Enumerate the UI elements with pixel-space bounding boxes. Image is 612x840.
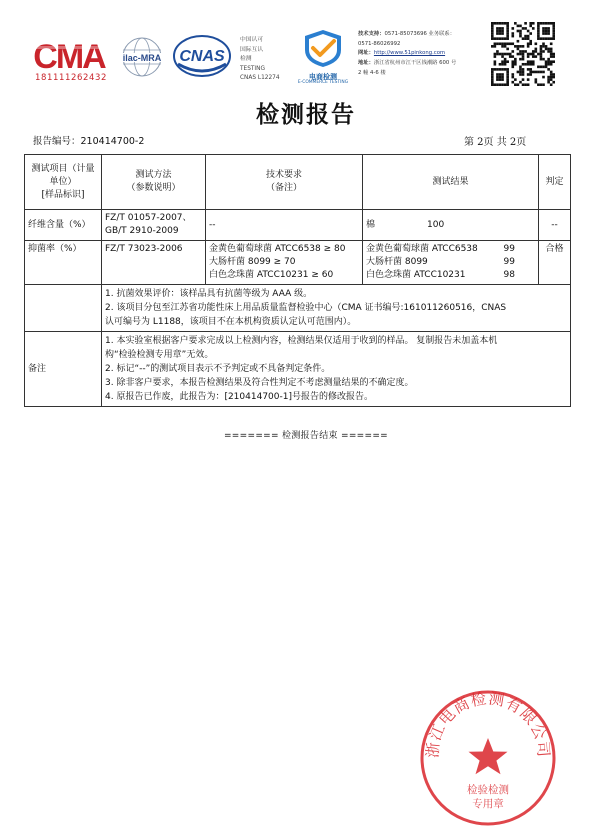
note-line: 1. 抗菌效果评价：该样品具有抗菌等级为 AAA 级。 xyxy=(105,289,313,299)
row-result xyxy=(363,241,539,285)
row-result xyxy=(363,210,539,241)
row-judgement: 合格 xyxy=(539,241,571,285)
support-value: 0571-85073696 业务联系： xyxy=(384,31,456,37)
ilac-mra-logo xyxy=(115,36,169,78)
seal-line-1: 检验检测 xyxy=(467,784,509,796)
result-name: 金黄色葡萄球菌 ATCC6538 xyxy=(366,244,478,254)
cnas-accreditation-text xyxy=(240,36,280,84)
header-requirement: 技术要求 （备注） xyxy=(206,155,363,210)
table-header-row xyxy=(25,155,571,210)
support-label: 技术支持： xyxy=(358,31,385,37)
row-item: 纤维含量（%） xyxy=(25,210,102,241)
notes-row xyxy=(25,285,571,332)
row-item: 抑菌率（%） xyxy=(25,241,102,285)
svg-text:ilac-MRA: ilac-MRA xyxy=(122,53,162,63)
address-value: 浙江省杭州市江干区钱潮路 600 号 xyxy=(373,60,457,67)
report-number xyxy=(33,133,144,147)
result-name: 棉 xyxy=(366,219,376,230)
official-seal-stamp xyxy=(418,688,558,828)
header-test-item: 测试项目（计量 单位） [样品标识] xyxy=(25,155,102,210)
report-end-marker: ======= 检测报告结束 ====== xyxy=(223,431,389,441)
result-value: 99 xyxy=(503,257,515,267)
website-label: 网址： xyxy=(358,50,374,57)
requirement-line: 金黄色葡萄球菌 ATCC6538 ≥ 80 xyxy=(209,244,346,254)
page-title: 检测报告 xyxy=(256,101,356,128)
website-link[interactable]: http://www.51pinkong.com xyxy=(373,50,446,57)
requirement-line: 大肠杆菌 8099 ≥ 70 xyxy=(209,257,296,267)
remark-line: 构“检验检测专用章”无效。 xyxy=(105,350,214,360)
cnas-logo xyxy=(172,34,232,78)
svg-text:CNAS: CNAS xyxy=(179,48,225,65)
qr-code[interactable] xyxy=(491,22,555,86)
remark-line: 1. 本实验室根据客户要求完成以上检测内容，检测结果仅适用于收到的样品。 复制报告未加盖本机 xyxy=(105,336,498,346)
header-judgement: 判定 xyxy=(539,155,571,210)
header-test-method: 测试方法 （参数说明） xyxy=(102,155,206,210)
note-line: 认可编号为 L1188，该项目不在本机构资质认定认可范围内）。 xyxy=(105,317,357,327)
remark-line: 4. 原报告已作废，此报告为：[210414700-1]号报告的修改报告。 xyxy=(105,392,373,402)
result-value: 100 xyxy=(427,219,445,230)
cnas-line: 中国认可 xyxy=(240,37,264,43)
row-method: FZ/T 01057-2007、 GB/T 2910-2009 xyxy=(102,210,206,241)
header-result: 测试结果 xyxy=(363,155,539,210)
result-name: 白色念珠菌 ATCC10231 xyxy=(366,270,466,280)
table-row xyxy=(25,210,571,241)
requirement-line: 白色念珠菌 ATCC10231 ≥ 60 xyxy=(209,270,334,280)
row-requirement xyxy=(206,241,363,285)
remarks-row xyxy=(25,332,571,407)
row-method: FZ/T 73023-2006 xyxy=(102,241,206,285)
ecommerce-testing-shield-icon xyxy=(297,28,349,68)
seal-company-name: 浙江电商检测有限公司 xyxy=(423,689,553,759)
report-number-value: 210414700-2 xyxy=(80,136,145,147)
remark-line: 3. 除非客户要求，本报告检测结果及符合性判定不考虑测量结果的不确定度。 xyxy=(105,378,414,388)
row-judgement: -- xyxy=(539,210,571,241)
cnas-line: 国际互认 xyxy=(240,46,264,53)
row-requirement: -- xyxy=(206,210,363,241)
notes-cell xyxy=(102,285,571,332)
contact-info xyxy=(358,30,478,79)
remarks-label: 备注 xyxy=(25,332,102,407)
svg-text:CMA: CMA xyxy=(33,38,105,76)
ecommerce-testing-name: 电商检测 xyxy=(309,73,337,81)
seal-line-2: 专用章 xyxy=(472,798,504,810)
address-line-2: 2 幢 4-6 楼 xyxy=(358,69,386,76)
report-number-label: 报告编号： xyxy=(33,136,81,147)
result-value: 99 xyxy=(503,244,515,254)
note-line: 2. 该项目分包至江苏省功能性床上用品质量监督检验中心（CMA 证书编号:161011260516，CNAS xyxy=(105,303,507,313)
notes-empty-cell xyxy=(25,285,102,332)
cnas-line: TESTING xyxy=(240,65,265,72)
table-row xyxy=(25,241,571,285)
remark-line: 2. 标记“--”的测试项目表示不予判定或不具备判定条件。 xyxy=(105,364,331,374)
cnas-line: 检测 xyxy=(240,56,252,62)
address-label: 地址： xyxy=(358,60,374,67)
result-name: 大肠杆菌 8099 xyxy=(366,257,428,267)
ecommerce-testing-english: E-COMMERCE TESTING xyxy=(297,80,349,85)
remarks-cell xyxy=(102,332,571,407)
cnas-line: CNAS L12274 xyxy=(240,75,280,81)
page-indicator: 第 2页 共 2页 xyxy=(464,137,527,148)
result-value: 98 xyxy=(503,270,515,280)
results-table xyxy=(24,154,571,407)
phone-secondary: 0571-86026992 xyxy=(358,40,401,47)
cma-certificate-number: 181111262432 xyxy=(34,73,108,83)
